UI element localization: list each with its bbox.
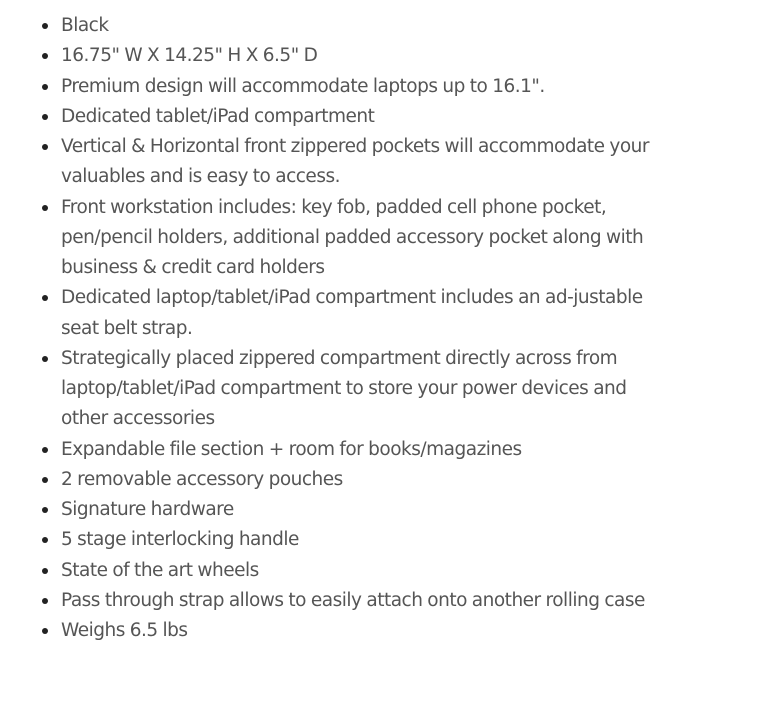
bullet-icon bbox=[42, 295, 48, 301]
bullet-icon bbox=[42, 84, 48, 90]
list-item-text: Weighs 6.5 lbs bbox=[61, 620, 188, 641]
list-item bbox=[61, 556, 661, 586]
list-item-text: Black bbox=[61, 15, 109, 36]
list-item bbox=[61, 495, 661, 525]
list-item bbox=[61, 465, 661, 495]
bullet-icon bbox=[42, 205, 48, 211]
list-item-text: 16.75" W X 14.25" H X 6.5" D bbox=[61, 45, 318, 67]
list-item bbox=[61, 344, 661, 435]
bullet-icon bbox=[42, 53, 48, 59]
bullet-icon bbox=[42, 568, 48, 574]
list-item-text: 5 stage interlocking handle bbox=[61, 529, 299, 551]
list-item bbox=[61, 435, 661, 465]
list-item bbox=[61, 525, 661, 555]
list-item-text: 2 removable accessory pouches bbox=[61, 468, 343, 490]
bullet-icon bbox=[42, 628, 48, 634]
bullet-icon bbox=[42, 477, 48, 483]
list-item-text: Pass through strap allows to easily attach onto another rolling case bbox=[61, 589, 645, 611]
list-item-text: Strategically placed zippered compartment directly across from laptop/tablet/iPad compartment to store your power devices and other accessories bbox=[61, 347, 627, 430]
list-item bbox=[61, 11, 661, 41]
list-item-text: Expandable file section + room for books/magazines bbox=[61, 438, 522, 460]
list-item-text: Vertical & Horizontal front zippered pockets will accommodate your valuables and is easy to access. bbox=[61, 136, 650, 188]
list-item-text: Dedicated laptop/tablet/iPad compartment includes an ad-justable seat belt strap. bbox=[61, 287, 643, 339]
list-item bbox=[61, 586, 661, 616]
bullet-icon bbox=[42, 114, 48, 120]
list-item bbox=[61, 41, 661, 71]
list-item bbox=[61, 102, 661, 132]
list-item bbox=[61, 193, 661, 284]
bullet-icon bbox=[42, 537, 48, 543]
bullet-icon bbox=[42, 507, 48, 513]
feature-list bbox=[61, 11, 661, 646]
list-item bbox=[61, 72, 661, 102]
bullet-icon bbox=[42, 447, 48, 453]
list-item bbox=[61, 616, 661, 646]
list-item bbox=[61, 132, 661, 193]
list-item bbox=[61, 283, 661, 344]
list-item-text: Signature hardware bbox=[61, 499, 234, 520]
list-item-text: Premium design will accommodate laptops up to 16.1". bbox=[61, 75, 545, 97]
list-item-text: State of the art wheels bbox=[61, 559, 259, 581]
bullet-icon bbox=[42, 23, 48, 29]
list-item-text: Front workstation includes: key fob, padded cell phone pocket, pen/pencil holders, additional padded accessory pocket along with business & credit card holders bbox=[61, 196, 644, 278]
list-item-text: Dedicated tablet/iPad compartment bbox=[61, 105, 375, 127]
bullet-icon bbox=[42, 598, 48, 604]
bullet-icon bbox=[42, 144, 48, 150]
bullet-icon bbox=[42, 356, 48, 362]
